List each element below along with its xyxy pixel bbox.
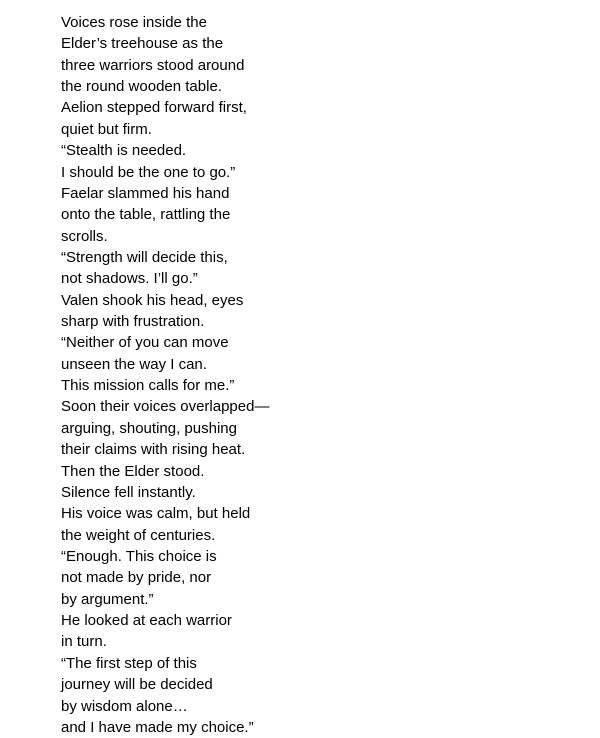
text-line: the weight of centuries. <box>61 526 216 544</box>
text-line: the round wooden table. <box>61 78 222 96</box>
text-line: in turn. <box>61 633 107 651</box>
text-line: Aelion stepped forward first, <box>61 99 247 117</box>
text-line: His voice was calm, but held <box>61 505 251 523</box>
text-line: Faelar slammed his hand <box>61 184 230 202</box>
text-line: by argument.” <box>61 590 154 608</box>
story-text <box>61 12 269 738</box>
text-line: their claims with rising heat. <box>61 441 246 459</box>
text-line: not made by pride, nor <box>61 569 212 587</box>
text-line: Valen shook his head, eyes <box>61 291 244 309</box>
text-line: scrolls. <box>61 227 108 245</box>
text-line: and I have made my choice.” <box>61 718 254 736</box>
text-line: “Neither of you can move <box>61 334 229 352</box>
text-line: “The first step of this <box>61 654 197 672</box>
text-line: arguing, shouting, pushing <box>61 419 237 437</box>
text-line: not shadows. I’ll go.” <box>61 270 198 288</box>
text-line: “Stealth is needed. <box>61 142 187 160</box>
text-line: journey will be decided <box>61 676 213 694</box>
text-line: unseen the way I can. <box>61 355 207 373</box>
text-line: Soon their voices overlapped— <box>61 398 270 416</box>
text-line: Then the Elder stood. <box>61 462 205 480</box>
text-line: quiet but firm. <box>61 120 152 138</box>
text-line: Elder’s treehouse as the <box>61 35 224 53</box>
text-line: onto the table, rattling the <box>61 206 231 224</box>
text-line: This mission calls for me.” <box>61 377 235 395</box>
text-line: three warriors stood around <box>61 56 245 74</box>
text-line: I should be the one to go.” <box>61 163 236 181</box>
text-line: sharp with frustration. <box>61 313 205 331</box>
text-line: by wisdom alone… <box>61 697 188 715</box>
text-line: “Enough. This choice is <box>61 547 217 565</box>
text-line: Silence fell instantly. <box>61 483 196 501</box>
text-line: Voices rose inside the <box>61 14 207 31</box>
text-line: “Strength will decide this, <box>61 248 228 266</box>
text-line: He looked at each warrior <box>61 612 232 630</box>
